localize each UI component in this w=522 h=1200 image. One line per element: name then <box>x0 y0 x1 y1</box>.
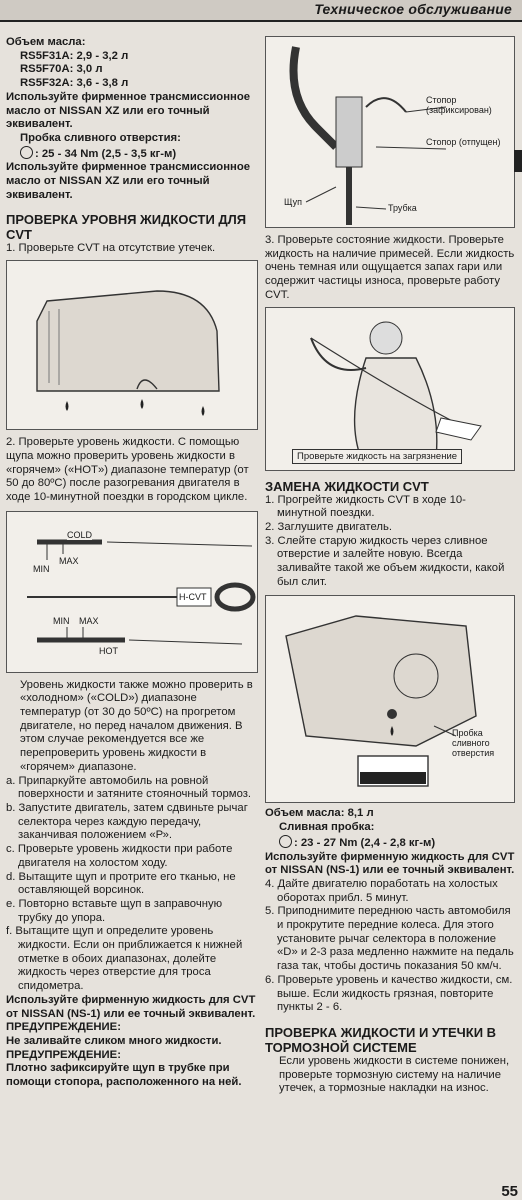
label-hot: HOT <box>99 645 118 656</box>
cvt-check-heading: ПРОВЕРКА УРОВНЯ ЖИДКОСТИ ДЛЯ CVT <box>6 212 247 243</box>
dipstick-illustration <box>7 512 257 672</box>
fluid-inspection-caption: Проверьте жидкость на загрязнение <box>292 449 462 464</box>
label-drain-plug: Пробка сливного отверстия <box>452 728 495 759</box>
page-header <box>0 0 522 22</box>
step-2: 2. Проверьте уровень жидкости. С помощью щупа можно проверить уровень жидкости в «горячем» («HOT») диапазоне температур (от 50 до 80ºC) после разогревания двигателя в ходе 10-минутной поездки в городском цикле. <box>6 436 249 503</box>
replace-step-5: 5. Приподнимите переднюю часть автомобиля и прокрутите передние колеса. Для этого установите рычаг селектора в положение «D» и 2-3 раза медленно нажмите на педаль газа так, чтобы достичь показания 50 км/ч. <box>265 905 514 973</box>
use-fluid-note-cvt: Используйте фирменную жидкость для CVT от NISSAN (NS-1) или ее точный эквивалент. <box>265 850 515 877</box>
warning-1-title: ПРЕДУПРЕЖДЕНИЕ: <box>6 1021 121 1034</box>
oil-volume-rs5f31a: RS5F31A: 2,9 - 3,2 л <box>20 49 129 62</box>
oil-volume-rs5f70a: RS5F70A: 3,0 л <box>20 63 103 76</box>
substep-f: f. Вытащите щуп и определите уровень жидкости. Если он приближается к нижней отметке в обоих диапазонах, долейте жидкость через отверстие для троса спидометра. <box>6 925 243 993</box>
step-1: 1. Проверьте CVT на отсутствие утечек. <box>6 242 216 255</box>
oil-volume-cvt: Объем масла: 8,1 л <box>265 807 374 820</box>
label-hcvt: H-CVT <box>179 591 207 602</box>
fluid-inspection-figure <box>265 307 515 471</box>
brake-heading: ПРОВЕРКА ЖИДКОСТИ И УТЕЧКИ В ТОРМОЗНОЙ СИСТЕМЕ <box>265 1024 497 1055</box>
cold-range-paragraph: Уровень жидкости также можно проверить в «холодном» («COLD») диапазоне температур (от 30 до 50ºC) на прогретом двигателе, но перед началом движения. В этом случае рекомендуется все же перепроверить уровень жидкости в «горячем» диапазоне. <box>20 678 253 773</box>
label-stopper-released: Стопор (отпущен) <box>426 137 501 147</box>
label-min: MIN <box>33 563 50 574</box>
dipstick-tube-illustration <box>266 37 514 227</box>
section-title: Техническое обслуживание <box>314 1 512 17</box>
cvt-case-illustration <box>7 261 257 429</box>
warning-1-text: Не заливайте сликом много жидкости. <box>6 1034 222 1047</box>
substep-b: b. Запустите двигатель, затем сдвиньте рычаг селектора через каждую передачу, заканчивая положением «Р». <box>6 801 248 842</box>
step-3: 3. Проверьте состояние жидкости. Проверьте жидкость на наличие примесей. Если жидкость очень темная или ощущается запах гари или содержит частицы износа, проверьте работу CVT. <box>265 234 515 301</box>
use-oil-note-2: Используйте фирменное трансмиссионное масло от NISSAN XZ или его точный эквивалент. <box>6 161 251 201</box>
left-column <box>6 36 258 1090</box>
replace-step-1: 1. Прогрейте жидкость CVT в ходе 10-минутной поездки. <box>265 493 466 520</box>
substep-c: c. Проверьте уровень жидкости при работе двигателя на холостом ходу. <box>6 843 233 869</box>
label-max-2: MAX <box>79 615 99 626</box>
torque-wrench-icon <box>279 835 292 848</box>
warning-2-text: Плотно зафиксируйте щуп в трубке при помощи стопора, расположенного на ней. <box>6 1062 242 1089</box>
replace-step-6: 6. Проверьте уровень и качество жидкости, см. выше. Если жидкость грязная, повторите пункты 2 - 6. <box>265 973 513 1014</box>
mechanic-illustration <box>266 308 514 470</box>
label-dipstick: Щуп <box>284 197 303 207</box>
drain-plug-label-cvt: Сливная пробка: <box>279 821 375 834</box>
substep-a: a. Припаркуйте автомобиль на ровной поверхности и затяните стояночный тормоз. <box>6 774 252 801</box>
substep-e: e. Повторно вставьте щуп в заправочную трубку до упора. <box>6 897 223 924</box>
dipstick-stopper-figure <box>265 36 515 228</box>
label-tube: Трубка <box>388 203 417 213</box>
use-oil-note: Используйте фирменное трансмиссионное масло от NISSAN XZ или его точный эквивалент. <box>6 90 251 131</box>
replace-step-3: 3. Слейте старую жидкость через сливное отверстие и залейте новую. Всегда заливайте такой же объем жидкости, какой был слит. <box>265 534 505 588</box>
cvt-leak-figure <box>6 260 258 430</box>
replace-step-4: 4. Дайте двигателю поработать на холостых оборотах прибл. 5 минут. <box>265 877 498 904</box>
use-fluid-note: Используйте фирменную жидкость для CVT от NISSAN (NS-1) или ее точный эквивалент. <box>6 993 256 1020</box>
replace-heading: ЗАМЕНА ЖИДКОСТИ CVT <box>265 478 429 494</box>
drain-plug-torque <box>6 146 258 162</box>
drain-plug-label: Пробка сливного отверстия: <box>20 131 181 144</box>
dipstick-figure <box>6 511 258 673</box>
oil-volume-rs5f32a: RS5F32A: 3,6 - 3,8 л <box>20 77 129 90</box>
torque-wrench-icon <box>20 146 33 159</box>
replace-step-2: 2. Заглушите двигатель. <box>265 520 393 533</box>
side-tab-marker <box>514 150 522 172</box>
cvt-housing-illustration <box>266 596 514 802</box>
page-number: 55 <box>501 1183 518 1200</box>
warning-2-title: ПРЕДУПРЕЖДЕНИЕ: <box>6 1048 121 1061</box>
oil-volume-label: Объем масла: <box>6 36 86 48</box>
drain-torque-value-cvt: : 23 - 27 Nm (2,4 - 2,8 кг-м) <box>294 836 436 849</box>
drain-plug-torque-cvt <box>265 835 515 851</box>
label-stopper-locked: Стопор (зафиксирован) <box>426 95 492 115</box>
brake-paragraph: Если уровень жидкости в системе понижен, проверьте тормозную систему на наличие утечек, а тормозные накладки на износ. <box>279 1054 510 1095</box>
drain-torque-value: : 25 - 34 Nm (2,5 - 3,5 кг-м) <box>35 147 177 160</box>
label-min-2: MIN <box>53 615 70 626</box>
substep-d: d. Вытащите щуп и протрите его тканью, не оставляющей ворсинок. <box>6 870 236 897</box>
label-max: MAX <box>59 555 79 566</box>
right-column <box>265 36 515 1096</box>
cvt-drain-figure <box>265 595 515 803</box>
label-cold: COLD <box>67 529 93 540</box>
